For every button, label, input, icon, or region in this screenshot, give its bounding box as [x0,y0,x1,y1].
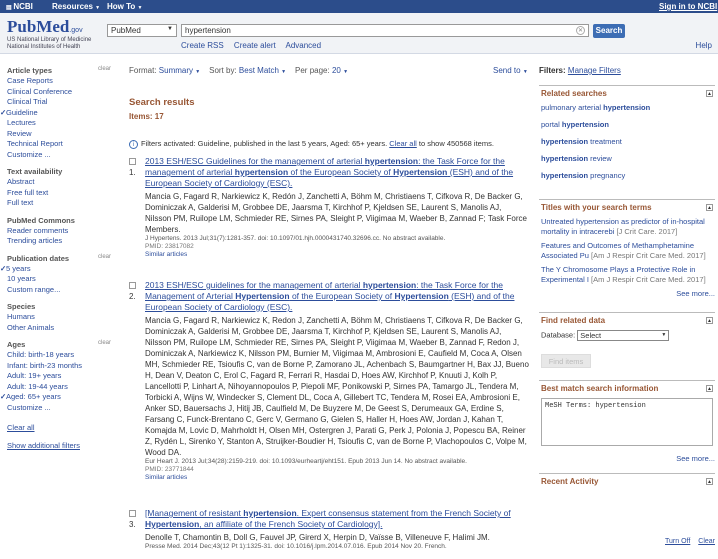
howto-menu[interactable] [107,2,142,11]
filter-item-clinical-trial[interactable]: Clinical Trial [7,97,48,106]
filters-activated-text: Filters activated: Guideline, published in the last 5 years, Aged: 65+ years. [141,139,388,148]
advanced-link[interactable]: Advanced [285,41,322,50]
similar-articles-link[interactable]: Similar articles [145,474,188,481]
clear-recent-link[interactable]: Clear [698,538,715,545]
pubmed-logo[interactable] [7,17,91,51]
title-source: [Am J Respir Crit Care Med. 2017] [591,250,706,260]
recent-activity-portlet [539,473,715,491]
result-number: 1. [129,168,136,177]
perpage-label: Per page: [295,66,330,75]
check-icon: ✓ [0,392,7,401]
related-search-link[interactable]: pulmonary arterial hypertension [541,103,651,112]
result-citation: Presse Med. 2014 Dec;43(12 Pt 1):1325-31. doi: 10.1016/j.lpm.2014.07.016. Epub 2014 Nov 20. French. [145,543,447,550]
see-more-link[interactable]: See more... [676,289,715,298]
perpage-value: 20 [331,66,341,75]
format-value: Summary [158,66,194,75]
help-link[interactable]: Help [695,41,712,50]
filter-item-technical-report[interactable]: Technical Report [7,139,63,148]
manage-filters-link[interactable]: Manage Filters [567,66,621,75]
filters-activated-message [129,139,529,149]
chevron-down-icon: ▼ [95,5,101,11]
results-heading: Search results [129,97,195,108]
clear-all-filters-link[interactable]: Clear all [7,423,35,432]
filters-label: Filters: [539,66,566,75]
filter-item-free-full-text[interactable]: Free full text [7,187,49,197]
see-more-link[interactable]: See more... [676,454,715,463]
chevron-down-icon: ▼ [281,69,287,75]
filter-item-full-text[interactable]: Full text [7,198,34,207]
related-data-portlet [539,312,715,368]
database-select[interactable] [107,24,177,37]
chevron-down-icon: ▼ [137,5,143,11]
clear-search-icon[interactable]: ✕ [577,28,584,34]
portlet-heading: Related searches [541,89,607,98]
portlet-heading: Find related data [541,316,606,325]
filters-header [539,66,715,75]
title-text: Features and Outcomes of Methamphetamine Associated Pu [541,241,694,260]
filter-item-guideline[interactable] [0,107,115,119]
ncbi-logo-icon: ▤ [6,5,14,11]
filter-item-case-reports[interactable]: Case Reports [7,76,53,85]
chevron-down-icon: ▼ [522,69,528,75]
filter-item-label: Guideline [6,107,38,117]
clear-all-link[interactable]: Clear all [389,139,417,148]
filter-group-text-availability [7,167,115,209]
filter-sidebar [0,66,115,450]
result-citation: J Hypertens. 2013 Jul;31(7):1281-357. doi: 10.1097/01.hjh.0000431740.32696.cc. No abstract available. [145,235,446,242]
related-search-link[interactable]: hypertension pregnancy [541,171,626,180]
create-rss-link[interactable]: Create RSS [181,41,224,50]
related-database-select[interactable] [577,330,669,341]
result-checkbox[interactable] [129,158,136,165]
title-source: [Am J Respir Crit Care Med. 2017] [591,274,706,284]
portlet-heading: Titles with your search terms [541,203,652,212]
result-pmid: PMID: 23817082 [145,243,194,250]
portlet-heading: Best match search information [541,384,659,393]
title-link[interactable] [539,217,715,236]
filter-item-customize[interactable]: Customize ... [7,402,51,412]
related-search-link[interactable]: portal hypertension [541,120,609,129]
filter-group-pubmed-commons [7,216,115,247]
check-icon: ✓ [0,263,7,273]
search-button[interactable]: Search [593,24,625,38]
resources-label: Resources [52,2,93,11]
sort-control[interactable] [209,66,286,75]
chevron-down-icon: ▼ [343,69,349,75]
sendto-menu[interactable] [493,66,528,75]
filter-group-ages [0,340,115,413]
title-link[interactable] [539,241,715,260]
filter-item-aged-65plus[interactable] [0,392,115,403]
ncbi-top-bar [0,0,718,13]
filter-item-clinical-conference[interactable]: Clinical Conference [7,86,73,96]
filter-item-adult-19plus[interactable]: Adult: 19+ years [7,371,62,380]
filter-item-infant[interactable]: Infant: birth-23 months [7,360,83,370]
result-authors: Mancia G, Fagard R, Narkiewicz K, Redon J, Zanchetti A, Böhm M, Christiaens T, Cifkova R, De Backer G, Dominiczak A, Galderisi M, Grobbee DE, Jaarsma T, Kirchhof P, Kjeldsen SE, Laurent S, Manolis AJ, Nilsson PM, Ruilope LM, Schmieder RE, Sirnes PA, Sleight P, Viigimaa M, Waeber B, Zannad F, Redon J, Dominiczak A, Narkiewicz K, Nilsson PM, Burnier M, Viigimaa M, Ambrosioni E, Caufield M, Coca A, Olsen MH, Schmieder RE, Tsioufis C, van de Borne P, Zamorano JL, Achenbach S, Baumgartner H, Bax JJ, Bueno H, Dean V, Deaton C, Erol C, Fagard R, Ferrari R, Hasdai D, Hoes AW, Kirchhof P, Knuuti J, Kolh P, Lancellotti P, Linhart A, Nihoyannopoulos P, Piepoli MF, Ponikowski P, Sirnes PA, Tamargo JL, Tendera M, Torbicki A, Wijns W, Windecker S, Clement DL, Coca A, Gillebert TC, Tendera M, Rosei EA, Ambrosioni E, Anker SD, Bauersachs J, Hitij JB, Caulfield M, De Buyzere M, De Geest S, Derumeaux GA, Erdine S, Farsang C, Funck-Brentano C, Gerc V, Germano G, Gielen S, Haller H, Hoes AW, Jordan J, Kahan T, Komajda M, Lovic D, Mahrholdt H, Olsen MH, Ostergren J, Parati G, Perk J, Polonia J, Popescu BA, Reiner Z, Rydén L, Sirenko Y, Stanton A, Struijker-Boudier H, Tsioufis C, van de Borne P, Vlachopoulos C, Volpe M, Wood DA. [145,316,529,457]
collapse-icon[interactable]: ▲ [707,205,712,211]
filter-item-humans[interactable]: Humans [7,312,35,321]
items-count: Items: 17 [129,112,164,121]
filter-item-label: 5 years [6,263,31,273]
filter-group-species [7,302,115,333]
info-icon: i [129,140,138,149]
chevron-down-icon: ▼ [167,26,173,32]
result-item [129,156,529,259]
similar-articles-link[interactable]: Similar articles [145,251,188,258]
collapse-icon[interactable]: ▲ [707,386,712,392]
check-icon: ✓ [0,107,7,117]
header-links [181,41,329,50]
format-label: Format: [129,66,157,75]
result-title-link[interactable]: 2013 ESH/ESC guidelines for the management of arterial hypertension: the Task Force for the Management of Arterial Hypertension of the European Society of Hypertension (ESH) and of the European Society of Cardiology (ESC). [145,280,515,312]
format-control[interactable] [129,66,200,75]
title-text: Untreated hypertension as predictor of in-hospital mortality in intracerebi [541,217,705,236]
filter-item-10-years[interactable]: 10 years [7,274,36,283]
related-search-link[interactable]: hypertension treatment [541,137,622,146]
filter-group-heading: Text availability [7,167,63,176]
sort-label: Sort by: [209,66,237,75]
search-input-value: hypertension [185,26,231,35]
filter-item-lectures[interactable]: Lectures [7,118,36,127]
logo-gov: .gov [69,27,83,34]
collapse-icon[interactable]: ▲ [707,479,712,485]
related-searches-portlet [539,85,715,181]
title-text: The Y Chromosome Plays a Protective Role in Experimental I [541,265,696,284]
filter-item-reader-comments[interactable]: Reader comments [7,225,69,235]
results-toolbar [129,66,529,75]
collapse-icon[interactable]: ▲ [707,318,712,324]
result-title-link[interactable]: 2013 ESH/ESC Guidelines for the management of arterial hypertension: the Task Force for the management of arterial hypertension of the European Society of Hypertension (ESH) and of the European Society of Cardiology (ESC). [145,156,514,188]
database-label: Database: [541,330,576,340]
filter-group-heading: Species [7,302,36,311]
filter-group-heading: Ages [7,340,26,349]
filter-item-label: Aged: 65+ years [6,392,61,401]
clear-ages[interactable]: clear [97,340,111,346]
filter-item-adult-19-44[interactable]: Adult: 19-44 years [7,381,68,391]
related-search-link[interactable]: hypertension review [541,154,612,163]
database-select-value: PubMed [111,26,141,35]
result-number: 3. [129,520,136,529]
best-match-textbox[interactable]: MeSH Terms: hypertension [541,398,713,446]
sendto-label: Send to [493,66,521,75]
howto-label: How To [107,2,136,11]
result-authors: Denolle T, Chamontin B, Doll G, Fauvel JP, Girerd X, Herpin D, Vaïsse B, Villeneuve F, Halimi JM. [145,533,490,542]
chevron-down-icon: ▼ [661,332,667,338]
result-authors: Mancia G, Fagard R, Narkiewicz K, Redón J, Zanchetti A, Böhm M, Christiaens T, Cifkova R, De Backer G, Dominiczak A, Galderisi M, Grobbee DE, Jaarsma T, Kirchhof P, Kjeldsen SE, Laurent S, Manolis AJ, Nilsson PM, Ruilope LM, Schmieder RE, Sirnes PA, Sleight P, Viigimaa M, Waeber B, Zannad F; Task Force Members. [145,192,527,234]
logo-sub1: US National Library of Medicine [7,37,92,43]
filter-group-article-types [0,66,115,160]
result-pmid: PMID: 23771844 [145,466,194,473]
portlet-heading: Recent Activity [541,477,599,486]
result-checkbox[interactable] [129,282,136,289]
filter-item-child[interactable]: Child: birth-18 years [7,350,75,359]
filter-item-custom-range[interactable]: Custom range... [7,284,61,294]
filter-group-heading: PubMed Commons [7,215,75,225]
find-items-button[interactable]: Find items [541,354,591,368]
recent-activity-controls [539,538,715,545]
result-checkbox[interactable] [129,510,136,517]
search-input[interactable] [181,24,589,37]
filter-group-heading: Article types [7,66,53,75]
clear-publication-dates[interactable]: clear [97,253,111,260]
turn-off-link[interactable]: Turn Off [665,538,691,545]
related-database-value: Select [580,331,602,340]
collapse-icon[interactable]: ▲ [707,91,712,97]
best-match-portlet [539,380,715,463]
filter-item-5-years[interactable] [0,263,115,275]
filter-item-review[interactable]: Review [7,128,32,138]
filter-group-heading: Publication dates [7,253,70,263]
signin-link[interactable]: Sign in to NCBI [659,2,718,11]
resources-menu[interactable] [52,2,100,11]
title-link[interactable] [539,265,715,284]
result-citation: Eur Heart J. 2013 Jul;34(28):2159-219. doi: 10.1093/eurheartj/eht151. Epub 2013 Jun 14. No abstract available. [145,458,467,465]
ncbi-logo-text: NCBI [13,2,33,11]
sort-value: Best Match [238,66,279,75]
database-row [539,330,715,341]
ncbi-logo[interactable] [6,2,33,11]
filter-item-trending-articles[interactable]: Trending articles [7,236,63,245]
show-count-text: to show 450568 items. [418,139,494,148]
logo-sub2: National Institutes of Health [7,44,81,50]
create-alert-link[interactable]: Create alert [233,41,276,50]
clear-article-types[interactable]: clear [97,66,111,72]
result-item [129,280,529,482]
logo-main: PubMed [7,17,70,36]
titles-portlet [539,199,715,298]
chevron-down-icon: ▼ [195,69,201,75]
filter-item-customize[interactable]: Customize ... [7,149,51,159]
filter-item-other-animals[interactable]: Other Animals [7,322,55,332]
filter-item-abstract[interactable]: Abstract [7,177,35,186]
show-additional-filters-link[interactable]: Show additional filters [7,441,80,450]
search-header [0,13,718,54]
filter-group-publication-dates [0,253,115,296]
perpage-control[interactable] [295,66,348,75]
result-title-link[interactable]: [Management of resistant hypertension. Expert consensus statement from the French Society of Hypertension, an affiliate of the French Society of Cardiology]. [145,508,511,529]
result-item [129,508,529,551]
title-source: [J Crit Care. 2017] [616,226,678,236]
result-number: 2. [129,292,136,301]
right-sidebar [539,66,715,501]
